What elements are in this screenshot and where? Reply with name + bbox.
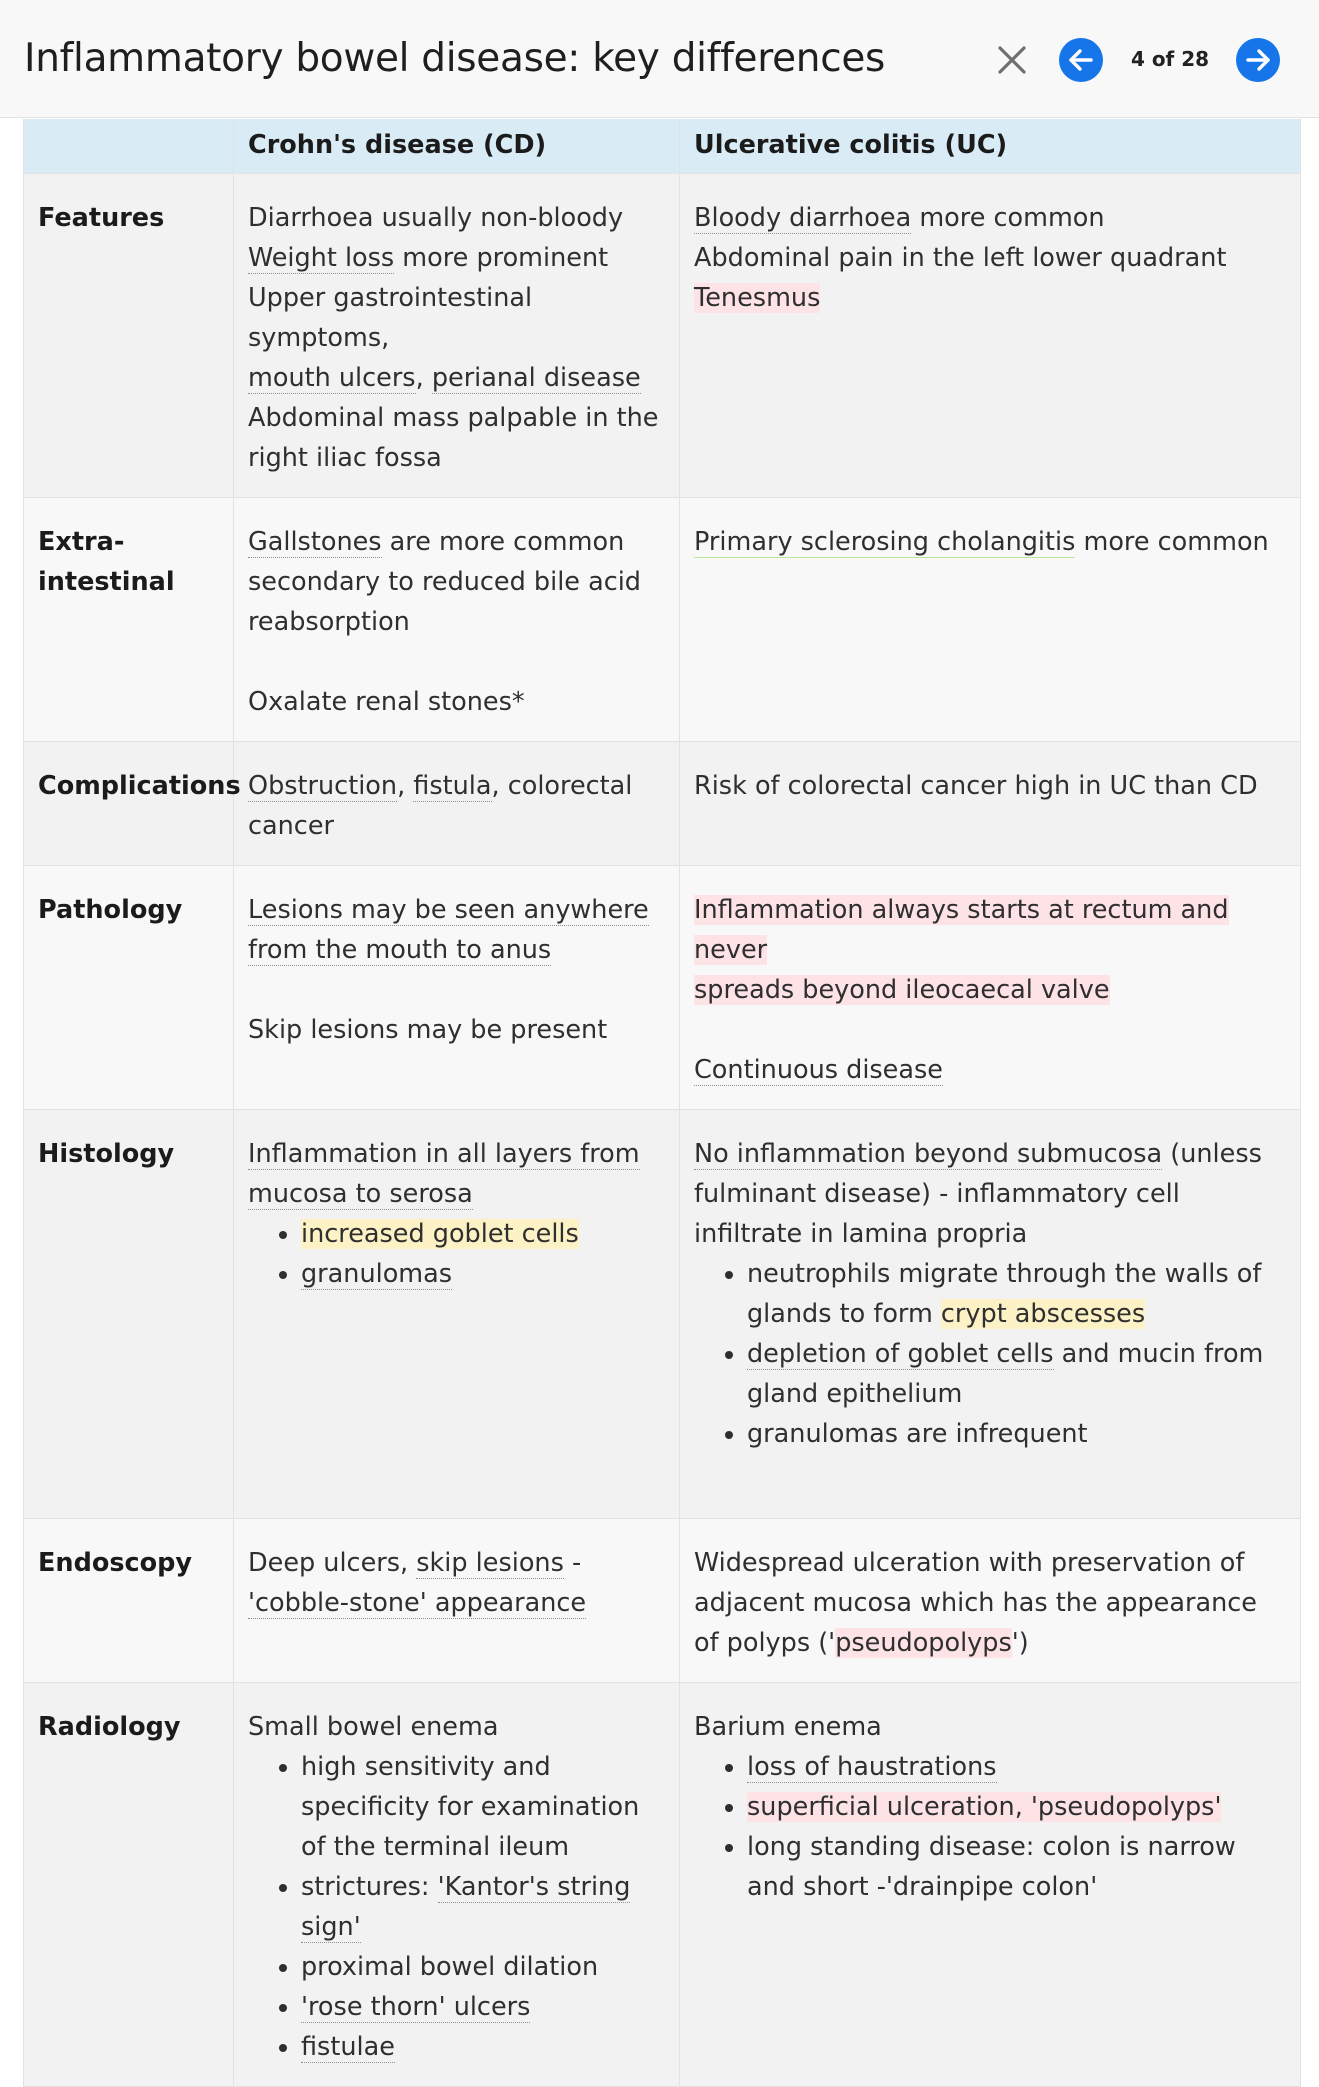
- text-fragment: are more common: [381, 527, 625, 557]
- highlighted-term[interactable]: Tenesmus: [694, 283, 821, 313]
- cell-radiology-uc: [680, 1683, 1301, 2087]
- blank-line: [248, 970, 665, 1010]
- text-line: Risk of colorectal cancer high in UC than CD: [694, 771, 1258, 801]
- table-row-endoscopy: [24, 1519, 1301, 1683]
- blank-line: [694, 1010, 1286, 1050]
- term-link[interactable]: Weight loss: [248, 243, 395, 273]
- text-line: [248, 238, 665, 278]
- blank-line: [248, 642, 665, 682]
- text-line: intestinal: [38, 567, 175, 597]
- term-link[interactable]: Lesions may be seen anywhere: [248, 895, 649, 925]
- text-line: [248, 522, 665, 562]
- row-label-features: Features: [24, 174, 234, 498]
- text-fragment: Widespread ulceration with preservation of adjacent mucosa which has the appearance of polyps (': [694, 1548, 1257, 1658]
- text-line: [694, 278, 1286, 318]
- list-item: [747, 1787, 1286, 1827]
- table-row-extra-intestinal: [24, 498, 1301, 742]
- text-line: Oxalate renal stones*: [248, 687, 525, 717]
- highlighted-term[interactable]: increased goblet cells: [301, 1219, 579, 1249]
- text-fragment: granulomas are infrequent: [747, 1419, 1088, 1449]
- text-fragment: (unless fulminant disease) - inflammatory cell infiltrate in lamina propria: [694, 1139, 1262, 1249]
- text-fragment: and mucin from gland epithelium: [747, 1339, 1264, 1409]
- page-counter: 4 of 28: [1130, 47, 1210, 71]
- text-line: Abdominal mass palpable in the: [248, 403, 659, 433]
- header-bar: [0, 0, 1319, 118]
- cell-histology-cd: [234, 1110, 680, 1519]
- text-fragment: proximal bowel dilation: [301, 1952, 599, 1982]
- text-fragment: more prominent: [394, 243, 609, 273]
- text-fragment: '): [1011, 1628, 1029, 1658]
- text-fragment: ,: [415, 363, 432, 393]
- cell-features-uc: [680, 174, 1301, 498]
- term-link[interactable]: fistulae: [301, 2032, 395, 2062]
- text-line: [248, 890, 665, 930]
- highlighted-term[interactable]: superficial ulceration, 'pseudopolyps': [747, 1792, 1222, 1822]
- comparison-table-container: [23, 119, 1300, 2087]
- comparison-table: [23, 119, 1301, 2087]
- row-label-histology: Histology: [24, 1110, 234, 1519]
- table-row-histology: [24, 1110, 1301, 1519]
- cell-endoscopy-uc: [680, 1519, 1301, 1683]
- list-item: [301, 1747, 665, 1867]
- text-fragment: neutrophils migrate through the walls of glands to form: [747, 1259, 1262, 1329]
- list-item: [301, 1214, 665, 1254]
- arrow-right-icon: [1236, 38, 1280, 82]
- text-line: [248, 766, 665, 806]
- table-row-radiology: [24, 1683, 1301, 2087]
- text-line: [694, 522, 1286, 562]
- text-line: [248, 358, 665, 398]
- column-header-uc: Ulcerative colitis (UC): [680, 119, 1301, 174]
- column-header-empty: [24, 119, 234, 174]
- term-link[interactable]: perianal disease: [431, 363, 641, 393]
- cell-pathology-uc: [680, 866, 1301, 1110]
- list-item: [747, 1747, 1286, 1787]
- text-line: [248, 930, 665, 970]
- arrow-left-icon: [1059, 38, 1103, 82]
- list-item: [747, 1414, 1286, 1454]
- term-link[interactable]: 'cobble-stone' appearance: [248, 1588, 587, 1618]
- list-item: [747, 1827, 1286, 1907]
- list-item: [301, 1947, 665, 1987]
- cell-extra-cd: [234, 498, 680, 742]
- term-link[interactable]: 'rose thorn' ulcers: [301, 1992, 531, 2022]
- text-line: [694, 970, 1286, 1010]
- text-line: Upper gastrointestinal symptoms,: [248, 283, 533, 353]
- term-link[interactable]: granulomas: [301, 1259, 453, 1289]
- list-item: [747, 1334, 1286, 1414]
- term-link[interactable]: fistula: [413, 771, 492, 801]
- text-line: [248, 1174, 665, 1214]
- term-link[interactable]: loss of haustrations: [747, 1752, 997, 1782]
- row-label-complications: Complications: [24, 742, 234, 866]
- text-fragment: ,: [397, 771, 414, 801]
- bullet-list: [248, 1747, 665, 2067]
- table-row-features: [24, 174, 1301, 498]
- previous-button[interactable]: [1059, 38, 1103, 82]
- text-line: Abdominal pain in the left lower quadrant: [694, 243, 1227, 273]
- list-item: [747, 1254, 1286, 1334]
- text-line: [694, 1134, 1286, 1254]
- highlighted-term[interactable]: pseudopolyps: [835, 1628, 1012, 1658]
- text-fragment: long standing disease: colon is narrow and short -'drainpipe colon': [747, 1832, 1236, 1902]
- list-item: [301, 2027, 665, 2067]
- highlighted-term[interactable]: spreads beyond ileocaecal valve: [694, 975, 1110, 1005]
- term-link[interactable]: mucosa to serosa: [248, 1179, 473, 1209]
- cell-endoscopy-cd: [234, 1519, 680, 1683]
- term-link[interactable]: 'Kantor's string sign': [301, 1872, 631, 1942]
- list-item: [301, 1867, 665, 1947]
- term-link[interactable]: Inflammation in all layers from: [248, 1139, 640, 1169]
- term-link[interactable]: mouth ulcers: [248, 363, 416, 393]
- term-link[interactable]: Gallstones: [248, 527, 382, 557]
- text-line: [694, 1050, 1286, 1090]
- text-line: right iliac fossa: [248, 443, 442, 473]
- page-title: Inflammatory bowel disease: key differences: [24, 36, 886, 81]
- text-line: reabsorption: [248, 607, 410, 637]
- term-link[interactable]: Continuous disease: [694, 1055, 943, 1085]
- text-fragment: strictures:: [301, 1872, 438, 1902]
- term-link[interactable]: from the mouth to anus: [248, 935, 552, 965]
- cell-pathology-cd: [234, 866, 680, 1110]
- text-fragment: high sensitivity and specificity for examination of the terminal ileum: [301, 1752, 640, 1862]
- term-link[interactable]: Primary sclerosing cholangitis: [694, 527, 1076, 557]
- text-line: [694, 198, 1286, 238]
- next-button[interactable]: [1236, 38, 1280, 82]
- text-fragment: -: [563, 1548, 582, 1578]
- highlighted-term[interactable]: crypt abscesses: [940, 1299, 1146, 1329]
- text-line: cancer: [248, 811, 335, 841]
- text-fragment: Deep ulcers,: [248, 1548, 417, 1578]
- text-fragment: more common: [911, 203, 1105, 233]
- close-button[interactable]: [990, 38, 1034, 82]
- text-line: Extra-: [38, 527, 125, 557]
- text-line: secondary to reduced bile acid: [248, 567, 641, 597]
- cell-complications-uc: [680, 742, 1301, 866]
- row-label-pathology: Pathology: [24, 866, 234, 1110]
- column-header-crohns: Crohn's disease (CD): [234, 119, 680, 174]
- text-line: Skip lesions may be present: [248, 1015, 608, 1045]
- text-line: Diarrhoea usually non-bloody: [248, 203, 624, 233]
- row-label-endoscopy: Endoscopy: [24, 1519, 234, 1683]
- list-item: [301, 1987, 665, 2027]
- text-line: Small bowel enema: [248, 1712, 499, 1742]
- text-fragment: more common: [1075, 527, 1269, 557]
- cell-radiology-cd: [234, 1683, 680, 2087]
- bullet-list: [694, 1254, 1286, 1454]
- term-link[interactable]: No inflammation beyond submucosa: [694, 1139, 1163, 1169]
- text-fragment: , colorectal: [491, 771, 633, 801]
- cell-complications-cd: [234, 742, 680, 866]
- bullet-list: [694, 1747, 1286, 1907]
- text-line: [694, 890, 1286, 970]
- cell-histology-uc: [680, 1110, 1301, 1519]
- term-link[interactable]: skip lesions: [416, 1548, 564, 1578]
- text-line: Barium enema: [694, 1712, 882, 1742]
- row-label-extra-intestinal: [24, 498, 234, 742]
- cell-features-cd: [234, 174, 680, 498]
- highlighted-term[interactable]: Inflammation always starts at rectum and never: [694, 895, 1229, 965]
- term-link[interactable]: Bloody diarrhoea: [694, 203, 912, 233]
- table-header-row: [24, 119, 1301, 174]
- table-row-complications: [24, 742, 1301, 866]
- row-label-radiology: Radiology: [24, 1683, 234, 2087]
- term-link[interactable]: Obstruction: [248, 771, 398, 801]
- term-link[interactable]: depletion of goblet cells: [747, 1339, 1054, 1369]
- list-item: [301, 1254, 665, 1294]
- close-icon: [990, 38, 1034, 82]
- cell-extra-uc: [680, 498, 1301, 742]
- text-line: [248, 1134, 665, 1174]
- bullet-list: [248, 1214, 665, 1294]
- table-row-pathology: [24, 866, 1301, 1110]
